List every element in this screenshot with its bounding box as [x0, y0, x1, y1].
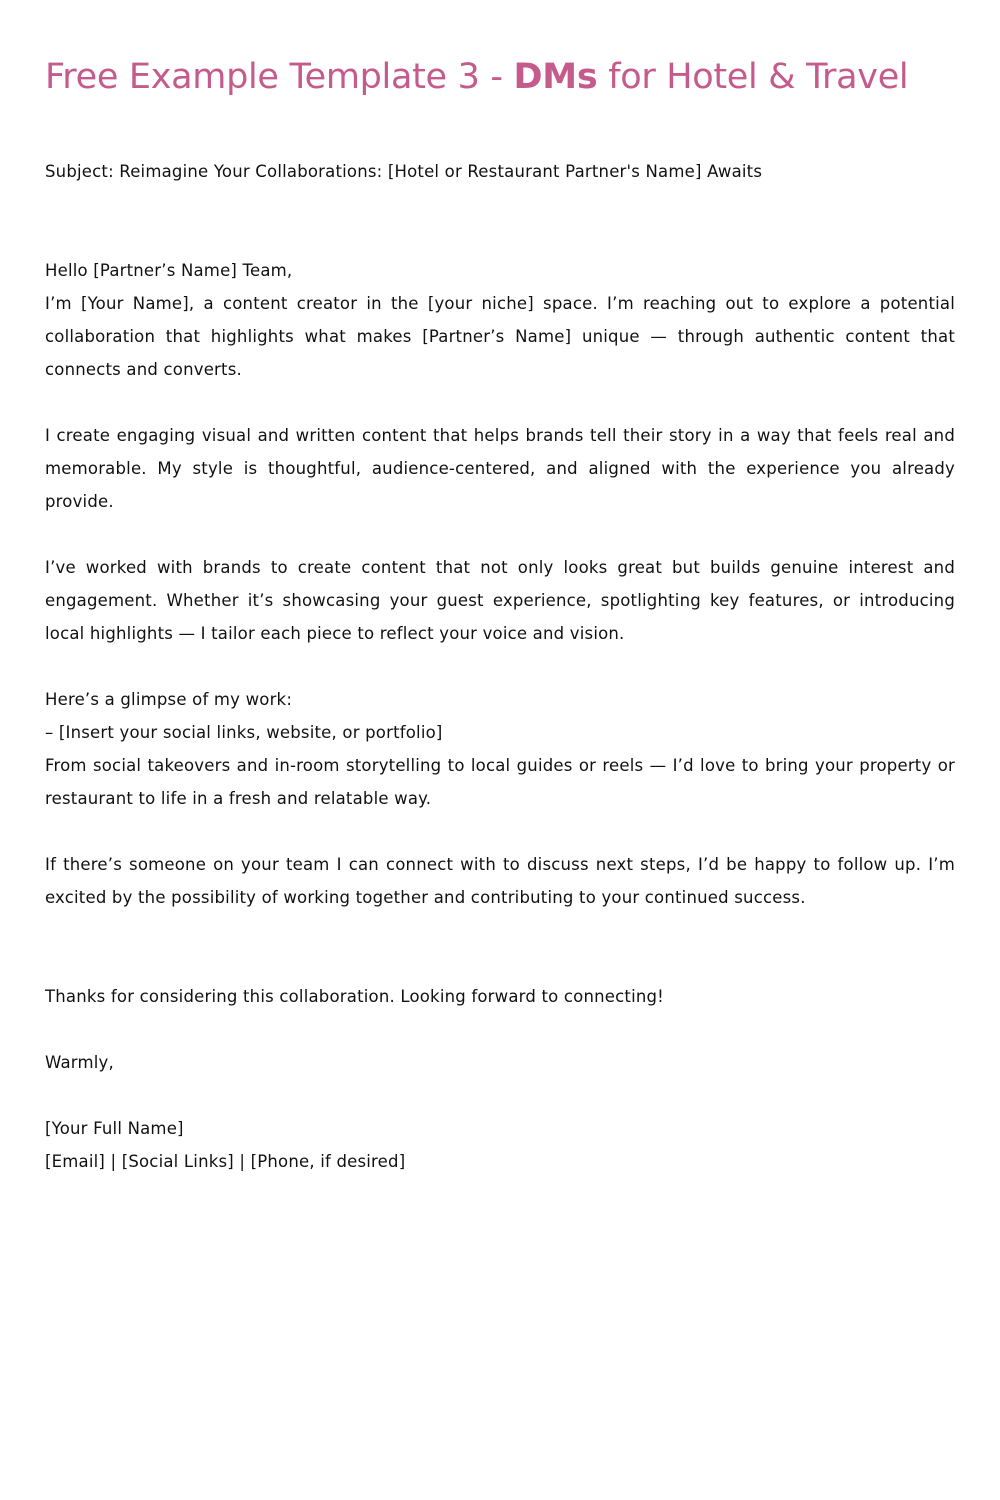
page-title	[45, 52, 975, 102]
experience-paragraph: I’ve worked with brands to create content that not only looks great but builds genuine interest and engagement. Whether it’s showcasing your guest experience, spotlighting key features, or introducing local highlights — I tailor each piece to reflect your voice and vision.	[45, 558, 955, 643]
signature-contact: [Email] | [Social Links] | [Phone, if desired]	[45, 1152, 406, 1171]
title-suffix: for Hotel & Travel	[597, 57, 909, 97]
style-paragraph: I create engaging visual and written content that helps brands tell their story in a way that feels real and memorable. My style is thoughtful, audience-centered, and aligned with the experience you already provide.	[45, 426, 955, 511]
intro-paragraph: I’m [Your Name], a content creator in the [your niche] space. I’m reaching out to explore a potential collaboration that highlights what makes [Partner’s Name] unique — through authentic content that connects and converts.	[45, 294, 955, 379]
title-prefix: Free Example Template 3 -	[45, 57, 514, 97]
next-steps-paragraph: If there’s someone on your team I can connect with to discuss next steps, I’d be happy to follow up. I’m excited by the possibility of working together and contributing to your continued success.	[45, 855, 955, 907]
greeting: Hello [Partner’s Name] Team,	[45, 261, 293, 280]
work-intro: Here’s a glimpse of my work:	[45, 690, 293, 709]
work-link-placeholder: – [Insert your social links, website, or portfolio]	[45, 723, 443, 742]
thanks-line: Thanks for considering this collaboration. Looking forward to connecting!	[45, 987, 664, 1006]
signature-name: [Your Full Name]	[45, 1119, 184, 1138]
subject-line: Subject: Reimagine Your Collaborations: [Hotel or Restaurant Partner's Name] Awaits	[45, 162, 763, 181]
offerings-paragraph: From social takeovers and in-room storytelling to local guides or reels — I’d love to bring your property or restaurant to life in a fresh and relatable way.	[45, 756, 955, 808]
title-emphasis: DMs	[513, 57, 598, 97]
closing-line: Warmly,	[45, 1053, 114, 1072]
